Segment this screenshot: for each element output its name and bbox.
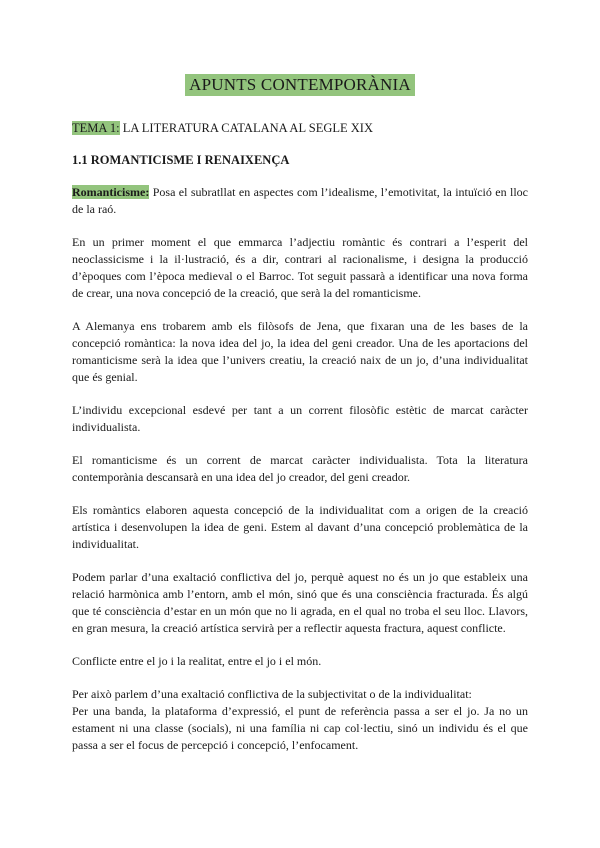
- paragraph-5: El romanticisme és un corrent de marcat caràcter individualista. Tota la literatura contemporània descansarà en una idea del jo creador, del geni creador.: [72, 453, 528, 484]
- paragraph-romanticisme-text: Posa el subratllat en aspectes com l’idealisme, l’emotivitat, la intuïció en lloc de la raó.: [72, 185, 528, 216]
- tema-label: TEMA 1:: [72, 121, 120, 135]
- paragraph-2: En un primer moment el que emmarca l’adjectiu romàntic és contrari a l’esperit del neoclassicisme i la il·lustració, és a dir, contrari al racionalisme, i designa la producció d’èpoques com l’època medieval o el Barroc. Tot seguit passarà a identificar una nova forma de crear, una nova concepció de la creació, que serà la del romanticisme.: [72, 235, 528, 300]
- section-heading: 1.1 ROMANTICISME I RENAIXENÇA: [72, 153, 290, 167]
- paragraph-romanticisme: [72, 184, 528, 218]
- paragraph-9-body: Per una banda, la plataforma d’expressió, el punt de referència passa a ser el jo. Ja no un estament ni una classe (socials), ni una família ni cap col·lectiu, sinó un individu és el que passa a ser el focus de percepció i concepció, l’enfocament.: [72, 704, 528, 752]
- paragraph-9-intro: Per això parlem d’una exaltació conflictiva de la subjectivitat o de la individualitat:: [72, 687, 472, 701]
- document-title: APUNTS CONTEMPORÀNIA: [185, 74, 415, 96]
- term-romanticisme: Romanticisme:: [72, 185, 150, 199]
- tema-text: LA LITERATURA CATALANA AL SEGLE XIX: [119, 121, 373, 135]
- paragraph-4: L’individu excepcional esdevé per tant a un corrent filosòfic estètic de marcat caràcter individualista.: [72, 403, 528, 434]
- paragraph-8: Conflicte entre el jo i la realitat, entre el jo i el món.: [72, 654, 322, 668]
- paragraph-7: Podem parlar d’una exaltació conflictiva del jo, perquè aquest no és un jo que estableix una relació harmònica amb l’entorn, amb el món, sinó que és una consciència fracturada. És algú que té consciència d’estar en un món que no li agrada, en el qual no troba el seu lloc. Llavors, en gran mesura, la creació artística servirà per a reflectir aquesta fractura, aquest conflicte.: [72, 570, 528, 635]
- document-body: [72, 120, 528, 754]
- tema-heading: [72, 120, 528, 136]
- paragraph-3: A Alemanya ens trobarem amb els filòsofs de Jena, que fixaran una de les bases de la concepció romàntica: la nova idea del jo, la idea del geni creador. Una de les aportacions del romanticisme serà la idea que l’univers creatiu, la creació naix de un jo, d’una individualitat que és genial.: [72, 319, 528, 384]
- paragraph-6: Els romàntics elaboren aquesta concepció de la individualitat com a origen de la creació artística i desenvolupen la idea de geni. Estem al davant d’una concepció problemàtica de la individualitat.: [72, 503, 528, 551]
